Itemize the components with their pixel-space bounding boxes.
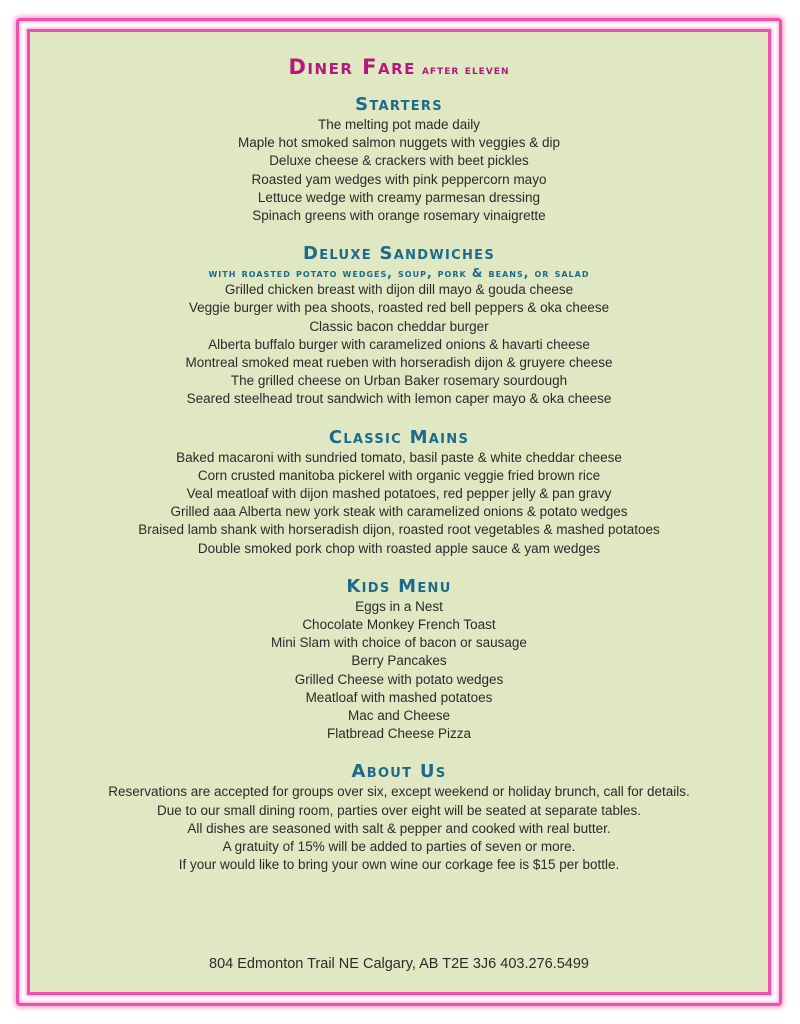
- menu-item: Due to our small dining room, parties over eight will be seated at separate tables.: [156, 802, 641, 818]
- menu-item: The melting pot made daily: [317, 117, 481, 132]
- menu-item: Reservations are accepted for groups over six, except weekend or holiday brunch, call for details.: [108, 784, 690, 800]
- menu-title-main: Diner Fare: [288, 55, 416, 79]
- menu-item: Alberta buffalo burger with caramelized onions & havarti cheese: [208, 336, 590, 352]
- section-heading: About Us: [351, 761, 447, 783]
- menu-item: Veal meatloaf with dijon mashed potatoes, red pepper jelly & pan gravy: [186, 486, 612, 502]
- section-heading: Classic Mains: [328, 426, 470, 448]
- menu-item: Braised lamb shank with horseradish dijon, roasted root vegetables & mashed potatoes: [138, 522, 660, 538]
- menu-item: A gratuity of 15% will be added to parties of seven or more.: [222, 839, 576, 855]
- menu-item: Grilled chicken breast with dijon dill mayo & gouda cheese: [224, 282, 574, 298]
- menu-item: Deluxe cheese & crackers with beet pickles: [269, 153, 529, 169]
- menu-section: [16, 94, 782, 225]
- menu-item: Roasted yam wedges with pink peppercorn mayo: [251, 171, 547, 187]
- menu-item: The grilled cheese on Urban Baker rosemary sourdough: [230, 373, 568, 389]
- menu-item: Classic bacon cheddar burger: [309, 318, 489, 334]
- address-footer: 804 Edmonton Trail NE Calgary, AB T2E 3J6 403.276.5499: [209, 956, 589, 972]
- menu-item: Berry Pancakes: [351, 653, 447, 669]
- menu-item: Seared steelhead trout sandwich with lemon caper mayo & oka cheese: [186, 391, 612, 407]
- menu-item: If your would like to bring your own wine our corkage fee is $15 per bottle.: [178, 857, 620, 873]
- menu-item: Montreal smoked meat rueben with horseradish dijon & gruyere cheese: [185, 355, 613, 371]
- menu-content: [16, 54, 782, 875]
- menu-title: [16, 54, 782, 84]
- menu-item: Veggie burger with pea shoots, roasted red bell peppers & oka cheese: [188, 300, 610, 316]
- section-heading: Deluxe Sandwiches: [302, 243, 495, 265]
- menu-section: [16, 427, 782, 558]
- menu-item: Flatbread Cheese Pizza: [326, 726, 472, 742]
- menu-title-sub: after eleven: [421, 63, 510, 78]
- menu-item: Mini Slam with choice of bacon or sausage: [271, 635, 527, 651]
- menu-item: Grilled aaa Alberta new york steak with caramelized onions & potato wedges: [170, 504, 628, 520]
- menu-item: Double smoked pork chop with roasted apple sauce & yam wedges: [197, 540, 601, 556]
- menu-item: Spinach greens with orange rosemary vinaigrette: [252, 208, 546, 224]
- menu-item: Baked macaroni with sundried tomato, basil paste & white cheddar cheese: [176, 449, 622, 465]
- section-heading: Starters: [355, 94, 443, 115]
- menu-item: Meatloaf with mashed potatoes: [305, 689, 493, 705]
- menu-item: Maple hot smoked salmon nuggets with veggies & dip: [238, 135, 560, 151]
- section-heading: Kids Menu: [346, 575, 452, 597]
- menu-sections: [16, 94, 782, 875]
- menu-section: [16, 761, 782, 874]
- menu-content-frame: [16, 18, 782, 1006]
- menu-section: [16, 243, 782, 408]
- menu-item: Mac and Cheese: [347, 708, 451, 724]
- menu-item: Corn crusted manitoba pickerel with organic veggie fried brown rice: [197, 467, 601, 483]
- menu-item: Chocolate Monkey French Toast: [302, 617, 496, 633]
- menu-item: Lettuce wedge with creamy parmesan dressing: [257, 189, 541, 205]
- menu-item: Eggs in a Nest: [355, 598, 443, 614]
- menu-section: [16, 576, 782, 744]
- menu-item: All dishes are seasoned with salt & pepper and cooked with real butter.: [187, 820, 611, 836]
- menu-item: Grilled Cheese with potato wedges: [294, 671, 504, 687]
- section-subheading: with roasted potato wedges, soup, pork & beans, or salad: [208, 266, 590, 281]
